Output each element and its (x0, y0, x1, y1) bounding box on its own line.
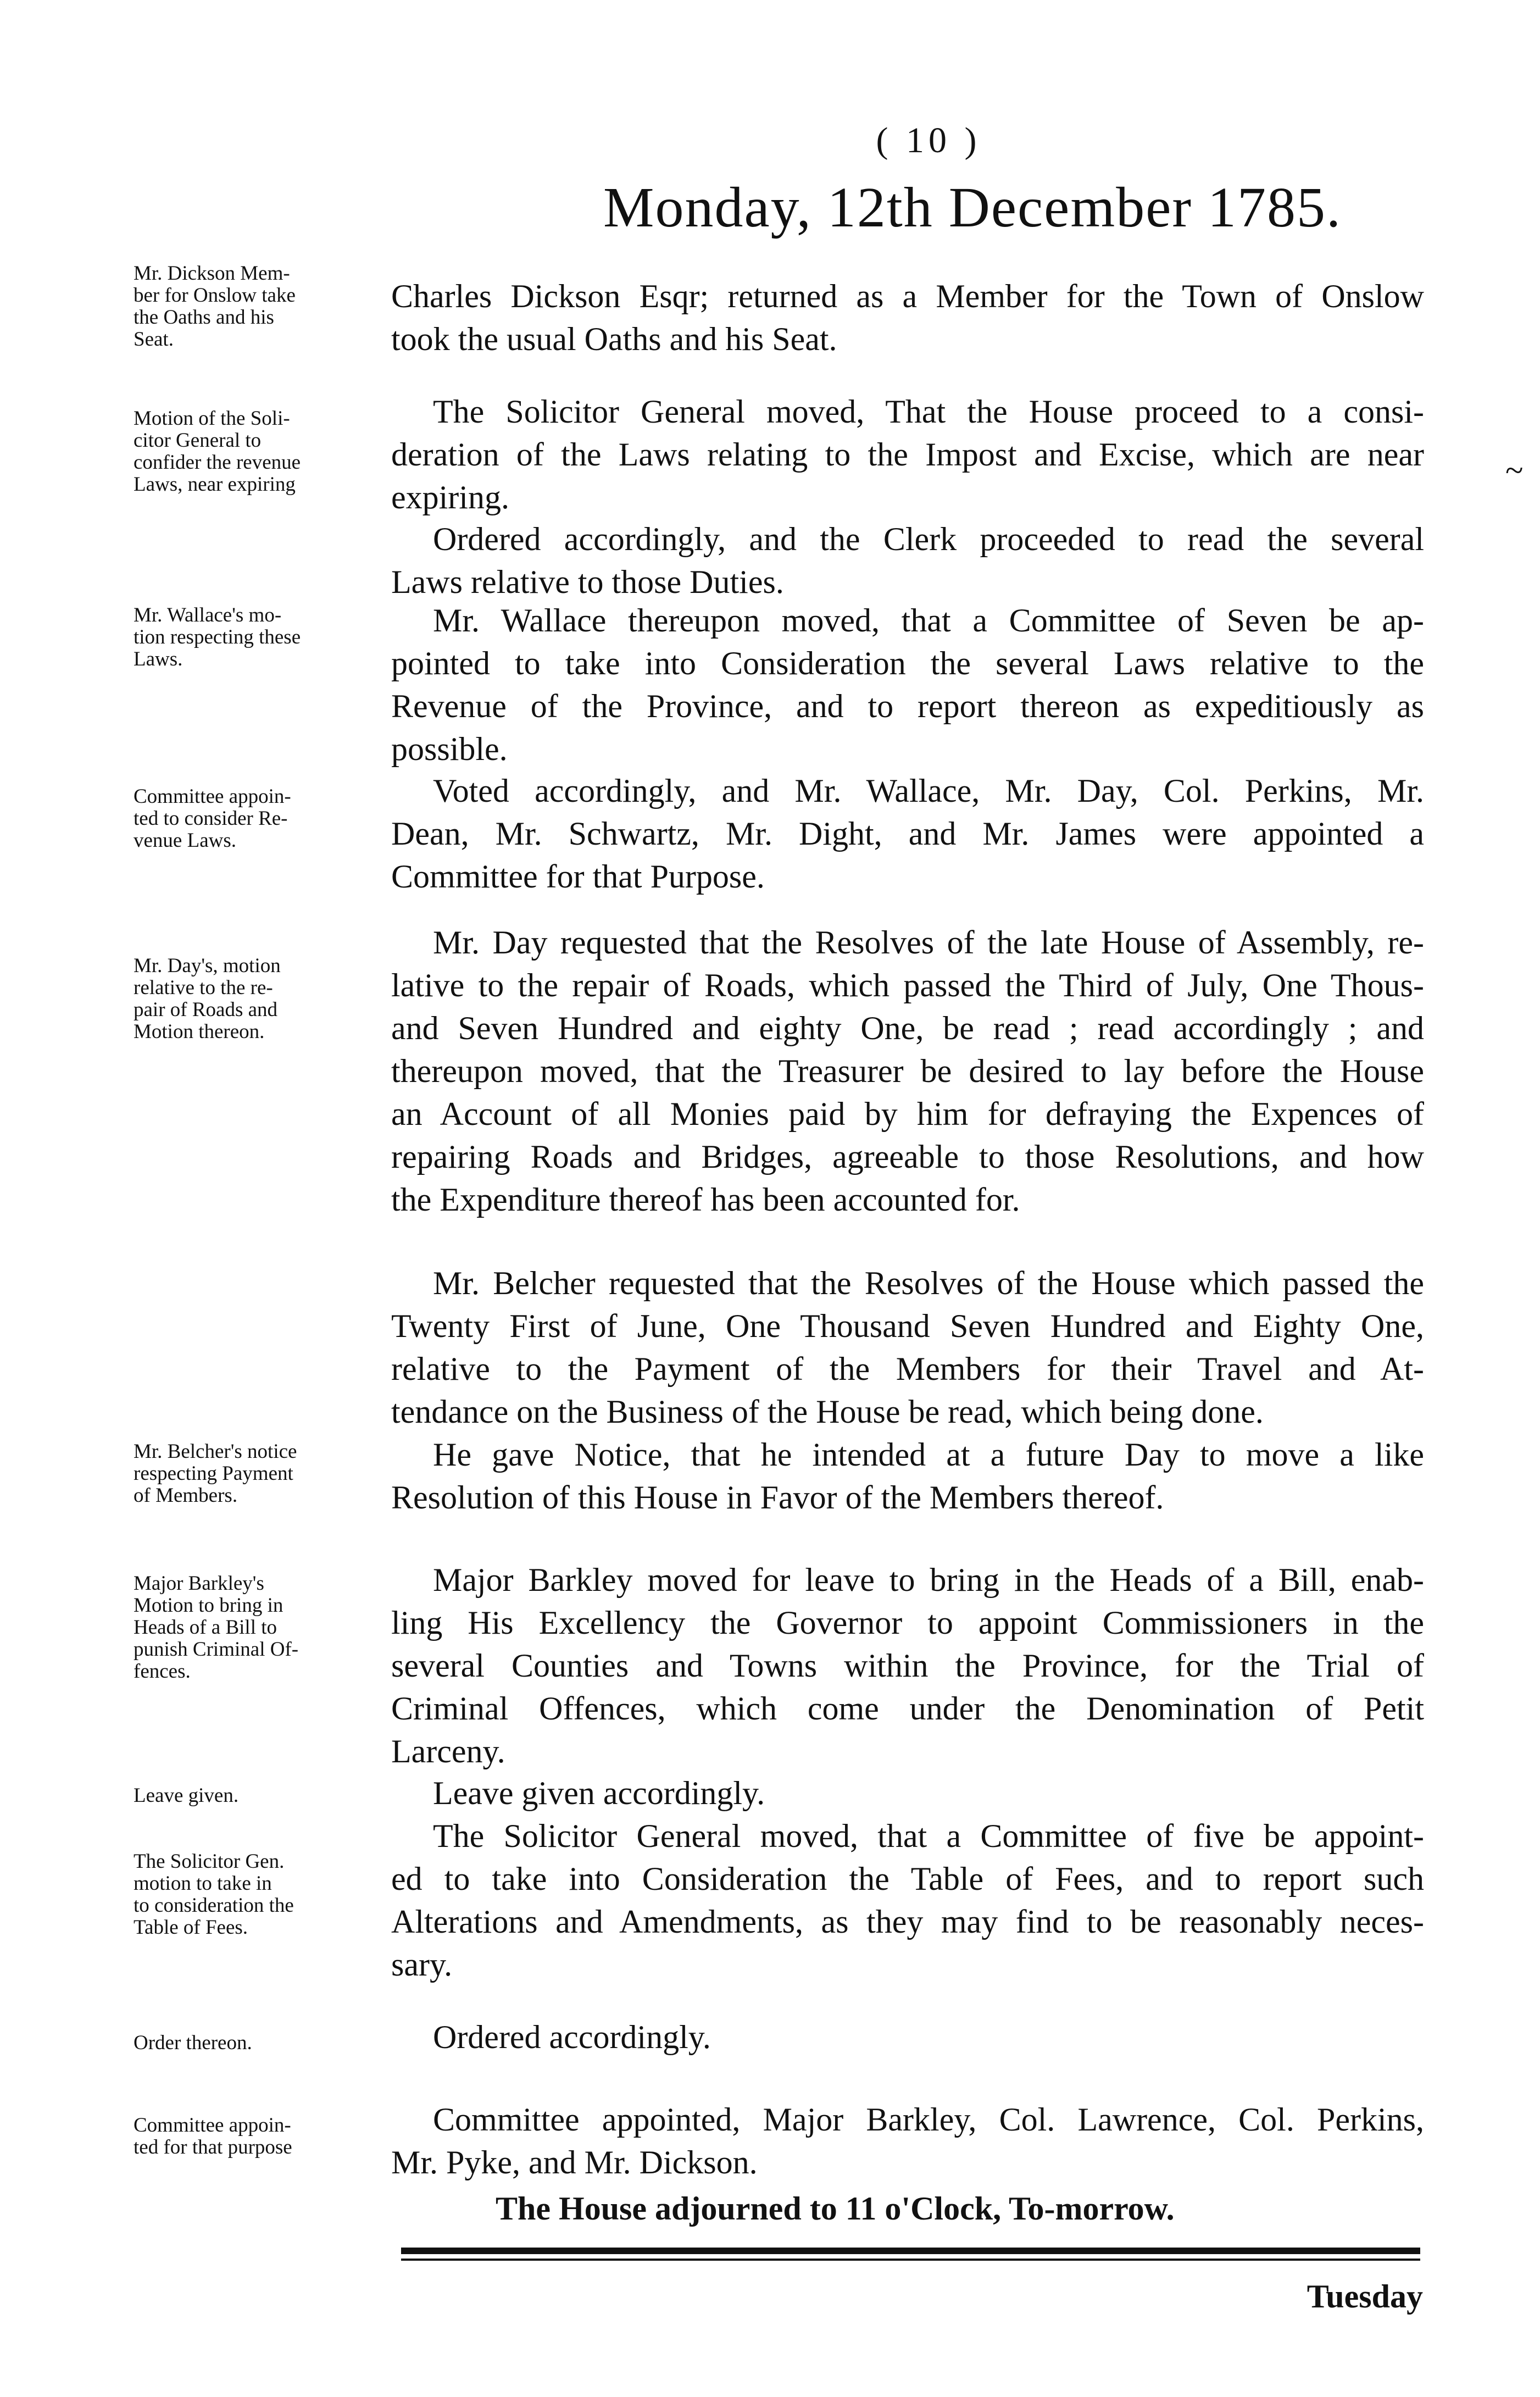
page-number: ( 10 ) (876, 120, 981, 160)
entry-ordered-read-laws (391, 518, 1424, 603)
stray-margin-mark: ~ (1505, 452, 1524, 489)
body-line: several Counties and Towns within the Province, for the Trial of (391, 1647, 1424, 1684)
margin-note-line: The Solicitor Gen. (134, 1850, 285, 1873)
margin-note-line: Committee appoin- (134, 785, 291, 808)
margin-note-line: Seat. (134, 328, 174, 351)
margin-note-line: Committee appoin- (134, 2114, 291, 2137)
margin-note-solicitor-motion (134, 408, 364, 496)
body-line: tendance on the Business of the House be read, which being done. (391, 1394, 1264, 1430)
body-line: Resolution of this House in Favor of the Members thereof. (391, 1479, 1164, 1516)
margin-note-line: confider the revenue (134, 451, 301, 474)
margin-note-line: Motion thereon. (134, 1020, 265, 1043)
body-line: Committee for that Purpose. (391, 858, 765, 895)
entry-belcher-notice (391, 1433, 1424, 1519)
margin-note-wallace-motion (134, 604, 364, 670)
body-line: took the usual Oaths and his Seat. (391, 321, 837, 357)
entry-solicitor-motion (391, 390, 1424, 519)
margin-note-table-of-fees (134, 1851, 364, 1939)
margin-note-line: ted to consider Re- (134, 807, 288, 830)
body-line: sary. (391, 1946, 453, 1983)
margin-note-day-motion (134, 955, 364, 1043)
entry-barkley-motion (391, 1558, 1424, 1773)
margin-note-line: Laws, near expiring (134, 473, 296, 496)
entry-committee-appointed (391, 2098, 1424, 2184)
margin-note-line: ber for Onslow take (134, 284, 296, 307)
margin-note-line: pair of Roads and (134, 998, 278, 1021)
body-line: possible. (391, 731, 508, 767)
margin-note-line: Mr. Day's, motion (134, 955, 281, 977)
body-line: the Expenditure thereof has been accounted for. (391, 1181, 1020, 1218)
entry-adjournment (391, 2187, 1424, 2230)
entry-voted-committee (391, 769, 1424, 898)
margin-note-line: relative to the re- (134, 976, 273, 999)
body-line: Major Barkley moved for leave to bring in the Heads of a Bill, enab- (433, 1562, 1424, 1598)
body-line: Ordered accordingly, and the Clerk proceeded to read the several (433, 521, 1424, 557)
body-line: Mr. Day requested that the Resolves of the late House of Assembly, re- (433, 924, 1424, 961)
margin-note-line: Table of Fees. (134, 1916, 248, 1939)
body-line: expiring. (391, 479, 509, 515)
margin-note-line: of Members. (134, 1484, 238, 1507)
body-line: Mr. Pyke, and Mr. Dickson. (391, 2144, 758, 2180)
margin-note-line: respecting Payment (134, 1462, 293, 1485)
margin-note-line: ted for that purpose (134, 2136, 292, 2159)
margin-note-line: Mr. Dickson Mem- (134, 262, 290, 285)
body-line: Voted accordingly, and Mr. Wallace, Mr. Day, Col. Perkins, Mr. (433, 773, 1424, 809)
margin-note-fees-committee (134, 2115, 364, 2159)
body-line: repairing Roads and Bridges, agreeable to those Resolutions, and how (391, 1139, 1424, 1175)
closing-rule-thin (401, 2259, 1420, 2261)
body-line: thereupon moved, that the Treasurer be desired to lay before the House (391, 1053, 1424, 1089)
margin-note-dickson (134, 263, 364, 351)
body-line: Dean, Mr. Schwartz, Mr. Dight, and Mr. James were appointed a (391, 815, 1424, 852)
margin-note-line: Mr. Wallace's mo- (134, 604, 282, 626)
catchword: Tuesday (1307, 2278, 1423, 2315)
margin-note-line: motion to take in (134, 1872, 272, 1895)
date-heading: Monday, 12th December 1785. (603, 176, 1342, 239)
margin-note-line: Leave given. (134, 1784, 239, 1807)
body-line: The House adjourned to 11 o'Clock, To-morrow. (496, 2190, 1175, 2227)
margin-note-line: tion respecting these (134, 626, 301, 648)
body-line: Mr. Wallace thereupon moved, that a Committee of Seven be ap- (433, 602, 1424, 639)
entry-ordered-fees (391, 2016, 1424, 2058)
body-line: Twenty First of June, One Thousand Seven Hundred and Eighty One, (391, 1308, 1424, 1344)
margin-note-line: citor General to (134, 429, 262, 452)
margin-note-revenue-committee (134, 786, 364, 852)
body-line: an Account of all Monies paid by him for defraying the Expences of (391, 1096, 1424, 1132)
entry-dickson-seated (391, 275, 1424, 360)
body-line: Criminal Offences, which come under the Denomination of Petit (391, 1690, 1424, 1727)
margin-note-line: Laws. (134, 648, 183, 670)
body-line: He gave Notice, that he intended at a future Day to move a like (433, 1436, 1424, 1473)
entry-day-roads (391, 921, 1424, 1221)
margin-note-line: Order thereon. (134, 2032, 252, 2054)
body-line: Ordered accordingly. (433, 2019, 711, 2055)
body-line: and Seven Hundred and eighty One, be read ; read accordingly ; and (391, 1010, 1424, 1046)
body-line: lative to the repair of Roads, which passed the Third of July, One Thous- (391, 967, 1424, 1003)
margin-note-line: fences. (134, 1660, 191, 1683)
body-line: Larceny. (391, 1733, 505, 1769)
closing-rule-thick (401, 2248, 1420, 2254)
body-line: deration of the Laws relating to the Impost and Excise, which are near (391, 436, 1424, 473)
margin-note-order-thereon (134, 2032, 364, 2054)
body-line: Laws relative to those Duties. (391, 564, 784, 600)
body-line: The Solicitor General moved, That the House proceed to a consi- (433, 393, 1424, 430)
body-line: relative to the Payment of the Members for their Travel and At- (391, 1351, 1424, 1387)
margin-note-line: venue Laws. (134, 829, 236, 852)
body-line: Leave given accordingly. (433, 1775, 765, 1811)
margin-note-line: to consideration the (134, 1894, 294, 1917)
entry-table-of-fees (391, 1815, 1424, 1986)
body-line: pointed to take into Consideration the several Laws relative to the (391, 645, 1424, 681)
entry-leave-given (391, 1772, 1424, 1815)
margin-note-line: Mr. Belcher's notice (134, 1440, 297, 1463)
margin-note-line: Major Barkley's (134, 1572, 264, 1595)
margin-note-belcher-notice (134, 1441, 364, 1507)
body-line: ed to take into Consideration the Table of Fees, and to report such (391, 1861, 1424, 1897)
margin-note-leave-given (134, 1785, 364, 1807)
margin-note-line: the Oaths and his (134, 306, 274, 329)
body-line: Committee appointed, Major Barkley, Col. Lawrence, Col. Perkins, (433, 2101, 1424, 2138)
margin-note-barkley-motion (134, 1573, 364, 1683)
body-line: Revenue of the Province, and to report thereon as expeditiously as (391, 688, 1424, 724)
margin-note-line: Motion of the Soli- (134, 407, 290, 430)
margin-note-line: Heads of a Bill to (134, 1616, 277, 1639)
body-line: Alterations and Amendments, as they may find to be reasonably neces- (391, 1904, 1424, 1940)
entry-belcher-resolves (391, 1262, 1424, 1433)
margin-note-line: punish Criminal Of- (134, 1638, 299, 1661)
margin-note-line: Motion to bring in (134, 1594, 283, 1617)
entry-wallace-motion (391, 599, 1424, 770)
body-line: Mr. Belcher requested that the Resolves of the House which passed the (433, 1265, 1424, 1301)
body-line: The Solicitor General moved, that a Committee of five be appoint- (433, 1818, 1424, 1854)
body-line: ling His Excellency the Governor to appoint Commissioners in the (391, 1605, 1424, 1641)
body-line: Charles Dickson Esqr; returned as a Member for the Town of Onslow (391, 278, 1424, 314)
